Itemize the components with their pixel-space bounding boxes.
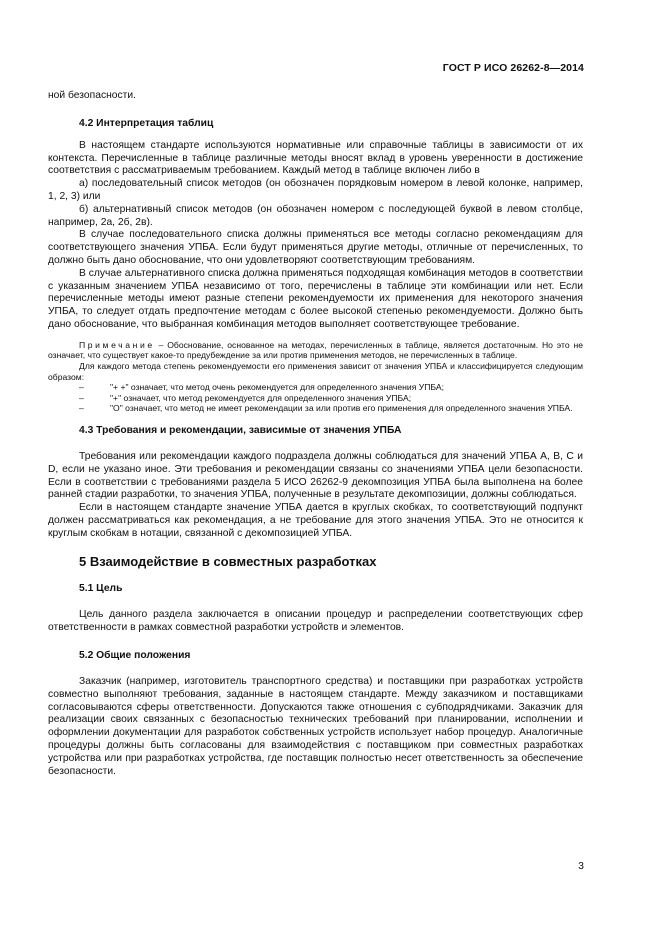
list-item-text: "О" означает, что метод не имеет рекомендации за или против его применения для определенного значения УПБА.: [110, 403, 573, 414]
list-item: [48, 393, 583, 404]
dash-marker: –: [79, 392, 84, 403]
section-5-heading: 5 Взаимодействие в совместных разработках: [79, 554, 377, 570]
list-item-b: б) альтернативный список методов (он обозначен номером с последующей буквой в левом столбце, например, 2а, 2б, 2в).: [48, 203, 583, 228]
page-number: 3: [578, 860, 584, 872]
list-item-text: "+" означает, что метод рекомендуется для определенного значения УПБА;: [110, 392, 412, 403]
section-5-2-paragraph: Заказчик (например, изготовитель транспортного средства) и поставщики при разработках устройств совместно выполняют требования, заданные в настоящем стандарте. Между заказчиком и поставщиками согласовываются сферы ответственности. Допускаются также отношения с субподрядчиками. Заказчик для реализации своих связанных с безопасностью технических требований при планировании, исполнении и оформлении документации для разработок собственных устройств использует набор процедур. Аналогичные процедуры должны быть согласованы для взаимодействия с поставщиком при совместных разработках устройства или при разработках устройства, где поставщик полностью несет ответственность за обеспечение безопасности.: [48, 676, 583, 777]
note-text: – Обоснование, основанное на методах, перечисленных в таблице, является достаточным. Но это не означает, что существует какое-то предубеждение за или против применения методов, не перечисленных в таблице.: [48, 339, 583, 361]
section-4-3-paragraph-2: Если в настоящем стандарте значение УПБА дается в круглых скобках, то соответствующий подпункт должен рассматриваться как рекомендация, а не требование для этого значения УПБА. Это не относится к круглым скобкам в нотации, связанной с декомпозицией УПБА.: [48, 502, 583, 539]
note-paragraph-2: Для каждого метода степень рекомендуемости его применения зависит от значения УПБА и классифицируется следующим образом:: [48, 360, 583, 382]
list-item-a: а) последовательный список методов (он обозначен порядковым номером в левой колонке, например, 1, 2, 3) или: [48, 178, 583, 202]
section-5-2-heading: 5.2 Общие положения: [79, 650, 191, 662]
section-4-2-paragraph-1: В настоящем стандарте используются нормативные или справочные таблицы в зависимости от их контекста. Перечисленные в таблице различные методы вносят вклад в уровень уверенности в достижение соответствия с рассматриваемым требованием. Каждый метод в таблице включен либо в: [48, 139, 583, 177]
section-5-1-heading: 5.1 Цель: [79, 583, 123, 595]
list-item-text: "+ +" означает, что метод очень рекомендуется для определенного значения УПБА;: [110, 382, 444, 393]
dash-marker: –: [79, 403, 84, 414]
section-4-2-paragraph-2: В случае последовательного списка должны применяться все методы согласно рекомендациям для соответствующего значения УПБА. Если будут применяться другие методы, отличные от перечисленных, то должно быть дано обоснование, что они удовлетворяют соответствующим требованиям.: [48, 229, 583, 266]
section-4-3-paragraph-1: Требования или рекомендации каждого подраздела должны соблюдаться для значений УПБА А, В, С и D, если не указано иное. Эти требования и рекомендации связаны со значениями УПБА цели безопасности. Если в соответствии с требованиями раздела 5 ИСО 26262-9 декомпозиция УПБА была выполнена на более ранней стадии разработки, то значения УПБА, полученные в результате декомпозиции, должны соблюдаться.: [48, 450, 583, 501]
section-4-3-heading: 4.3 Требования и рекомендации, зависимые от значения УПБА: [79, 424, 402, 436]
page-body: [48, 90, 583, 778]
continued-text: ной безопасности.: [48, 90, 136, 101]
note: [48, 340, 583, 361]
dash-marker: –: [79, 382, 84, 393]
section-5-1-paragraph: Цель данного раздела заключается в описании процедур и распределении соответствующих сфер ответственности в рамках совместной разработки устройств и элементов.: [48, 609, 583, 634]
list-item: [48, 382, 583, 393]
section-4-2-heading: 4.2 Интерпретация таблиц: [79, 117, 214, 129]
document-header: ГОСТ Р ИСО 26262-8—2014: [442, 62, 584, 74]
note-label: Примечание: [79, 339, 155, 350]
section-4-2-paragraph-3: В случае альтернативного списка должна применяться подходящая комбинация методов в соответствии с указанным значением УПБА независимо от того, перечислены в таблице эти комбинации или нет. Если перечисленные методы имеют разные степени рекомендуемости их применения для некоторого значения УПБА, то следует отдать предпочтение методам с более высокой степенью рекомендуемости. Должно быть дано обоснование, что выбранная комбинация методов выполняет соответствующее требование.: [48, 267, 583, 330]
list-item: [48, 403, 583, 414]
